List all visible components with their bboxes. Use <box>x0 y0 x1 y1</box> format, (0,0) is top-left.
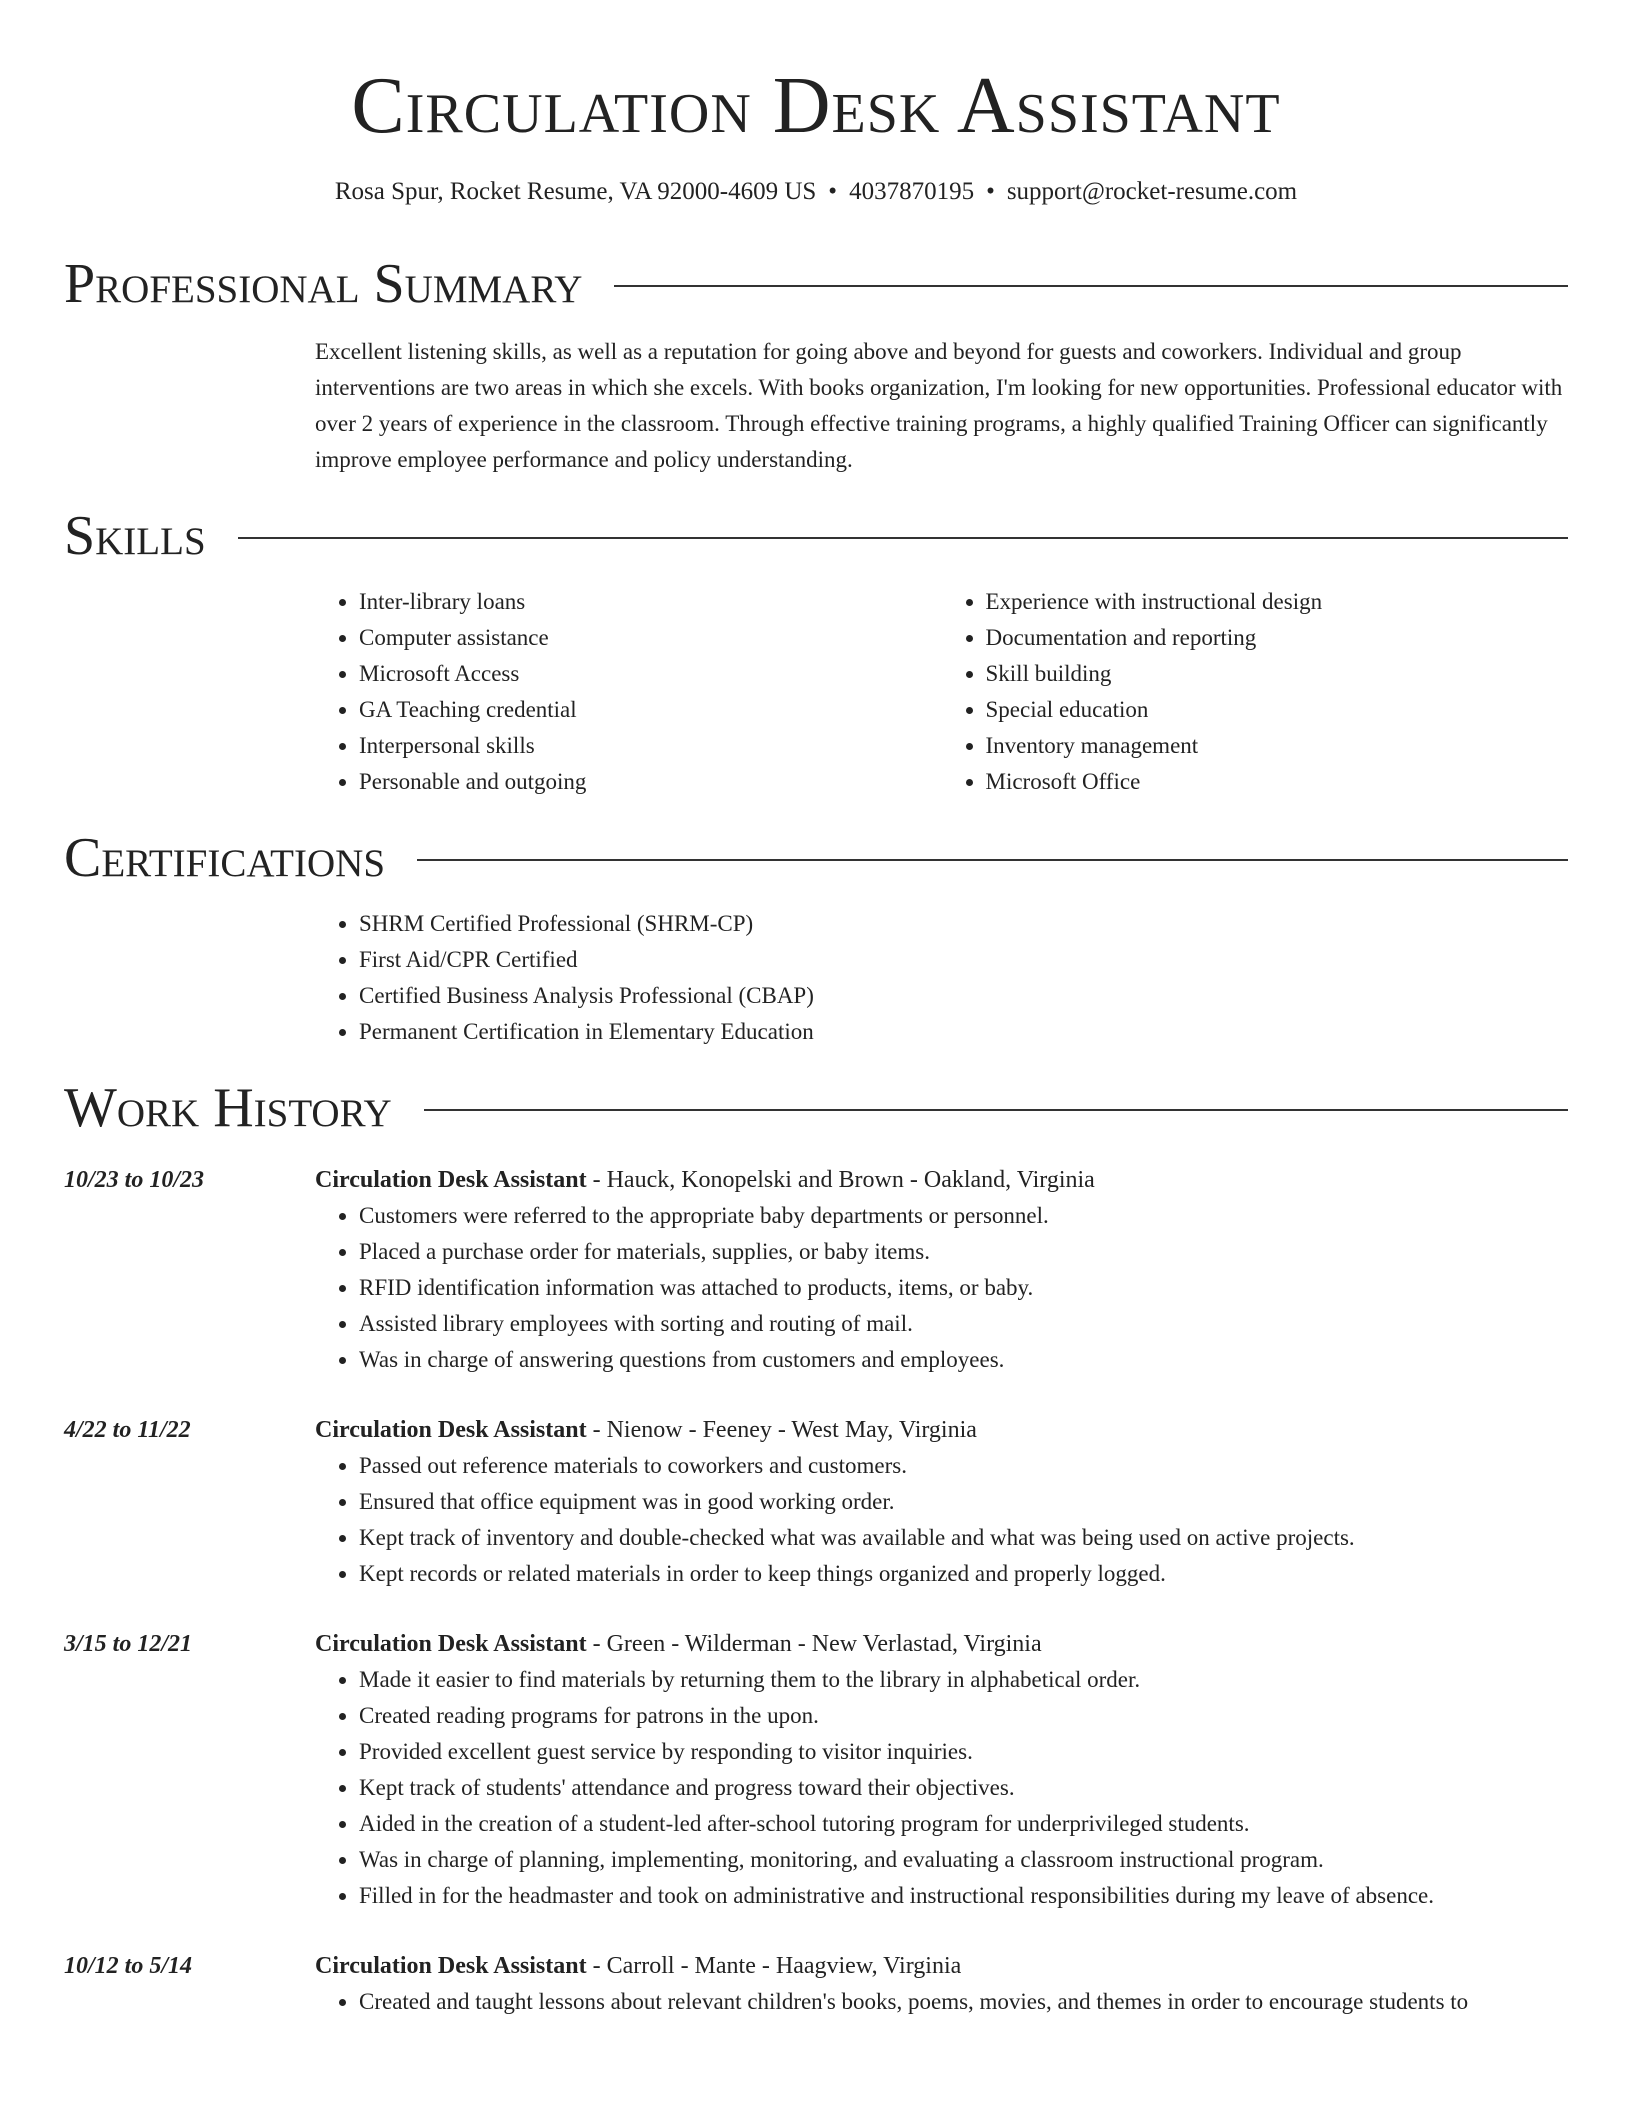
contact-phone: 4037870195 <box>849 178 975 205</box>
job-content <box>315 1948 1568 2020</box>
job-bullet: • Created and taught lessons about relevant children's books, poems, movies, and themes in order to encourage students to <box>359 1984 1568 2020</box>
job-entry <box>64 1626 1568 1914</box>
job-bullet: • Aided in the creation of a student-led after-school tutoring program for underprivileged students. <box>359 1806 1568 1842</box>
job-header <box>315 1626 1568 1662</box>
job-header <box>315 1948 1568 1984</box>
work-history-section-header <box>64 1076 1568 1140</box>
contact-separator: • <box>828 178 838 205</box>
resume-name-title: Circulation Desk Assistant <box>351 62 1281 150</box>
job-bullet: • Provided excellent guest service by responding to visitor inquiries. <box>359 1734 1568 1770</box>
skill-item: • Microsoft Office <box>986 764 1569 800</box>
work-history-section-title: Work History <box>64 1077 392 1139</box>
contact-address: Rosa Spur, Rocket Resume, VA 92000-4609 US <box>334 178 817 205</box>
job-title: Circulation Desk Assistant <box>315 1167 587 1193</box>
job-header <box>315 1162 1568 1198</box>
job-bullet: • Filled in for the headmaster and took on administrative and instructional responsibilities during my leave of absence. <box>359 1878 1568 1914</box>
skills-grid <box>315 584 1568 800</box>
skill-item: • Inter-library loans <box>359 584 942 620</box>
skills-list-right <box>942 584 1569 800</box>
job-bullet: • Kept track of students' attendance and progress toward their objectives. <box>359 1770 1568 1806</box>
job-bullet: • Passed out reference materials to coworkers and customers. <box>359 1448 1568 1484</box>
job-bullet: • Created reading programs for patrons in the upon. <box>359 1698 1568 1734</box>
contact-line <box>64 176 1568 208</box>
contact-email: support@rocket-resume.com <box>1006 178 1298 205</box>
job-content <box>315 1412 1568 1592</box>
skill-item: • GA Teaching credential <box>359 692 942 728</box>
skill-item: • Interpersonal skills <box>359 728 942 764</box>
summary-text: Excellent listening skills, as well as a reputation for going above and beyond for guests and coworkers. Individual and group interventions are two areas in which she excels. With books organization, I'm looking for new opportunities. Professional educator with over 2 years of experience in the classroom. Through effective training programs, a highly qualified Training Officer can significantly improve employee performance and policy understanding. <box>315 339 1563 472</box>
job-bullet: • Was in charge of answering questions from customers and employees. <box>359 1342 1568 1378</box>
skill-item: • Experience with instructional design <box>986 584 1569 620</box>
job-bullet: • Ensured that office equipment was in good working order. <box>359 1484 1568 1520</box>
certifications-list <box>315 906 1568 1050</box>
certification-item: • First Aid/CPR Certified <box>359 942 1568 978</box>
job-entry <box>64 1948 1568 2020</box>
job-content <box>315 1162 1568 1378</box>
skill-item: • Microsoft Access <box>359 656 942 692</box>
summary-section-title: Professional Summary <box>64 253 583 315</box>
skills-section-title: Skills <box>64 505 206 567</box>
job-entry <box>64 1162 1568 1378</box>
skill-item: • Personable and outgoing <box>359 764 942 800</box>
job-dates: 10/12 to 5/14 <box>64 1953 193 1979</box>
job-employer-location: - Carroll - Mante - Haagview, Virginia <box>586 1953 962 1979</box>
job-employer-location: - Green - Wilderman - New Verlastad, Virginia <box>586 1631 1042 1657</box>
section-divider <box>417 859 1568 861</box>
job-employer-location: - Nienow - Feeney - West May, Virginia <box>586 1417 977 1443</box>
job-dates: 10/23 to 10/23 <box>64 1167 205 1193</box>
skill-item: • Special education <box>986 692 1569 728</box>
skill-item: • Computer assistance <box>359 620 942 656</box>
certification-item: • Permanent Certification in Elementary Education <box>359 1014 1568 1050</box>
job-header <box>315 1412 1568 1448</box>
certification-item: • SHRM Certified Professional (SHRM-CP) <box>359 906 1568 942</box>
work-history-list <box>64 1162 1568 2020</box>
contact-separator: • <box>986 178 995 205</box>
job-employer-location: - Hauck, Konopelski and Brown - Oakland, Virginia <box>586 1167 1095 1193</box>
certifications-section-header <box>64 826 1568 890</box>
certifications-body <box>315 906 1568 1050</box>
skills-list-left <box>315 584 942 800</box>
job-entry <box>64 1412 1568 1592</box>
job-bullet: • Kept records or related materials in order to keep things organized and properly logged. <box>359 1556 1568 1592</box>
job-bullet-list <box>315 1662 1568 1914</box>
job-bullet: • Was in charge of planning, implementing, monitoring, and evaluating a classroom instructional program. <box>359 1842 1568 1878</box>
section-divider <box>424 1109 1568 1111</box>
skills-section-header <box>64 504 1568 568</box>
job-bullet: • Kept track of inventory and double-checked what was available and what was being used on active projects. <box>359 1520 1568 1556</box>
skill-item: • Documentation and reporting <box>986 620 1569 656</box>
job-dates: 3/15 to 12/21 <box>64 1631 193 1657</box>
section-divider <box>614 285 1568 287</box>
job-bullet-list <box>315 1984 1568 2020</box>
job-title: Circulation Desk Assistant <box>315 1631 587 1657</box>
summary-body <box>315 334 1568 478</box>
job-bullet: • Made it easier to find materials by returning them to the library in alphabetical order. <box>359 1662 1568 1698</box>
job-dates: 4/22 to 11/22 <box>64 1417 191 1443</box>
job-bullet: • Customers were referred to the appropriate baby departments or personnel. <box>359 1198 1568 1234</box>
certifications-section-title: Certifications <box>64 827 386 889</box>
job-bullet: • Assisted library employees with sorting and routing of mail. <box>359 1306 1568 1342</box>
job-title: Circulation Desk Assistant <box>315 1953 587 1979</box>
section-divider <box>238 537 1568 539</box>
job-content <box>315 1626 1568 1914</box>
skill-item: • Skill building <box>986 656 1569 692</box>
summary-section-header <box>64 252 1568 316</box>
job-bullet-list <box>315 1198 1568 1378</box>
job-title: Circulation Desk Assistant <box>315 1417 587 1443</box>
job-bullet: • Placed a purchase order for materials, supplies, or baby items. <box>359 1234 1568 1270</box>
skill-item: • Inventory management <box>986 728 1569 764</box>
job-bullet: • RFID identification information was attached to products, items, or baby. <box>359 1270 1568 1306</box>
job-bullet-list <box>315 1448 1568 1592</box>
certification-item: • Certified Business Analysis Professional (CBAP) <box>359 978 1568 1014</box>
